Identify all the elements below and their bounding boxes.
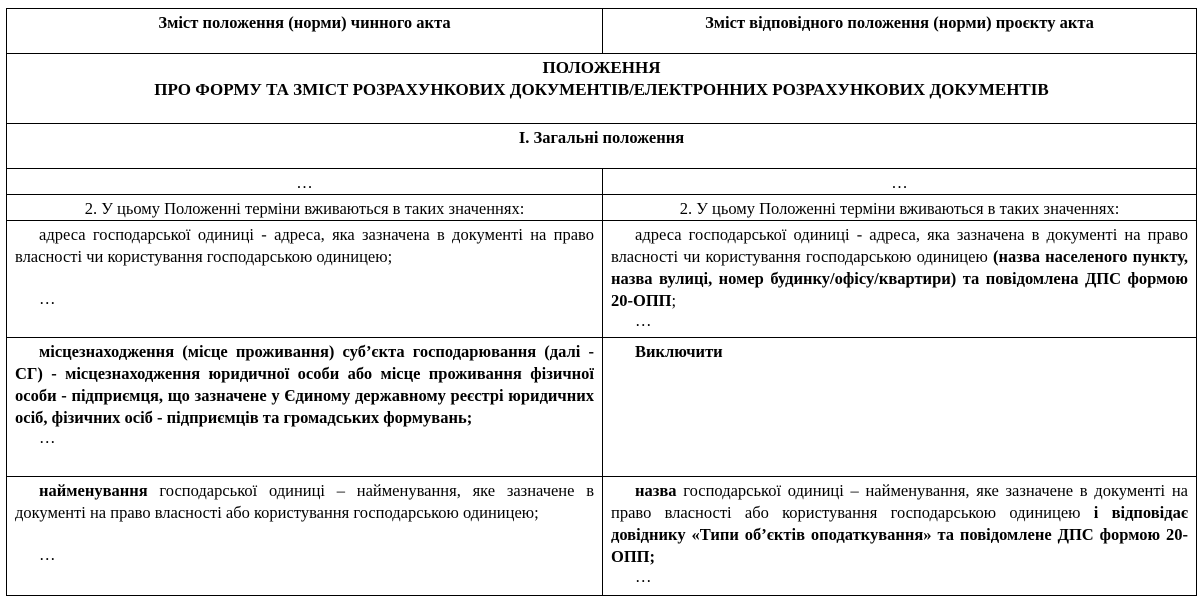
name-draft-cell [603, 477, 1197, 596]
location-current-cell [7, 338, 603, 477]
address-draft-ellipsis: … [635, 311, 652, 330]
address-current-cell [7, 221, 603, 338]
name-current-definition: господарської одиниці – найменування, яке зазначене в документі на право власності або користування господарською одиницею; [15, 481, 594, 522]
name-draft-addition: і відповідає довіднику «Типи об’єктів оподаткування» та повідомлене ДПС формою 20-ОПП; [611, 503, 1188, 566]
section-heading: І. Загальні положення [7, 124, 1197, 169]
address-draft-bold: (назва населеного пункту, назва вулиці, номер будинку/офісу/квартири) та повідомлена ДПС формою 20-ОПП [611, 247, 1188, 310]
section-heading-row [7, 124, 1197, 169]
name-current-cell [7, 477, 603, 596]
regulation-title-line2: ПРО ФОРМУ ТА ЗМІСТ РОЗРАХУНКОВИХ ДОКУМЕНТІВ/ЕЛЕКТРОННИХ РОЗРАХУНКОВИХ ДОКУМЕНТІВ [154, 80, 1049, 99]
name-row [7, 477, 1197, 596]
location-current-ellipsis: … [39, 428, 56, 447]
address-draft-cell [603, 221, 1197, 338]
address-current-text: адреса господарської одиниці - адреса, яка зазначена в документі на право власності чи користування господарською одиницею; [15, 225, 594, 266]
header-draft-act: Зміст відповідного положення (норми) проєкту акта [603, 9, 1197, 54]
address-draft-end: ; [671, 291, 677, 310]
name-draft-ellipsis: … [635, 567, 652, 586]
name-draft-definition: господарської одиниці – найменування, яке зазначене в документі на право власності або користування господарською одиницею [611, 481, 1188, 522]
location-draft-cell [603, 338, 1197, 477]
comparison-table [6, 8, 1197, 596]
header-current-act: Зміст положення (норми) чинного акта [7, 9, 603, 54]
terms-intro-left: 2. У цьому Положенні терміни вживаються в таких значеннях: [7, 195, 603, 221]
table-header-row [7, 9, 1197, 54]
address-draft-plain: адреса господарської одиниці - адреса, яка зазначена в документі на право власності чи користування господарською одиницею [611, 225, 1188, 266]
regulation-title-line1: ПОЛОЖЕННЯ [542, 58, 661, 77]
address-draft-text [611, 224, 1188, 312]
address-row [7, 221, 1197, 338]
ellipsis-left: … [7, 169, 603, 195]
name-current-term: найменування [39, 481, 148, 500]
name-current-ellipsis: … [39, 545, 56, 564]
regulation-title-row [7, 54, 1197, 124]
name-draft-term: назва [635, 481, 677, 500]
name-current-text [15, 480, 594, 524]
ellipsis-row [7, 169, 1197, 195]
terms-intro-right: 2. У цьому Положенні терміни вживаються в таких значеннях: [603, 195, 1197, 221]
regulation-title [7, 54, 1197, 124]
terms-intro-row [7, 195, 1197, 221]
ellipsis-right: … [603, 169, 1197, 195]
name-draft-text [611, 480, 1188, 568]
location-draft-exclude: Виключити [635, 342, 723, 361]
location-current-text: місцезнаходження (місце проживання) суб’єкта господарювання (далі - СГ) - місцезнаходження юридичної особи або місце проживання фізичної особи - підприємця, що зазначене у Єдиному державному реєстрі юридичних осіб, фізичних осіб - підприємців та громадських формувань; [15, 342, 594, 427]
location-row [7, 338, 1197, 477]
address-current-ellipsis: … [39, 289, 56, 308]
